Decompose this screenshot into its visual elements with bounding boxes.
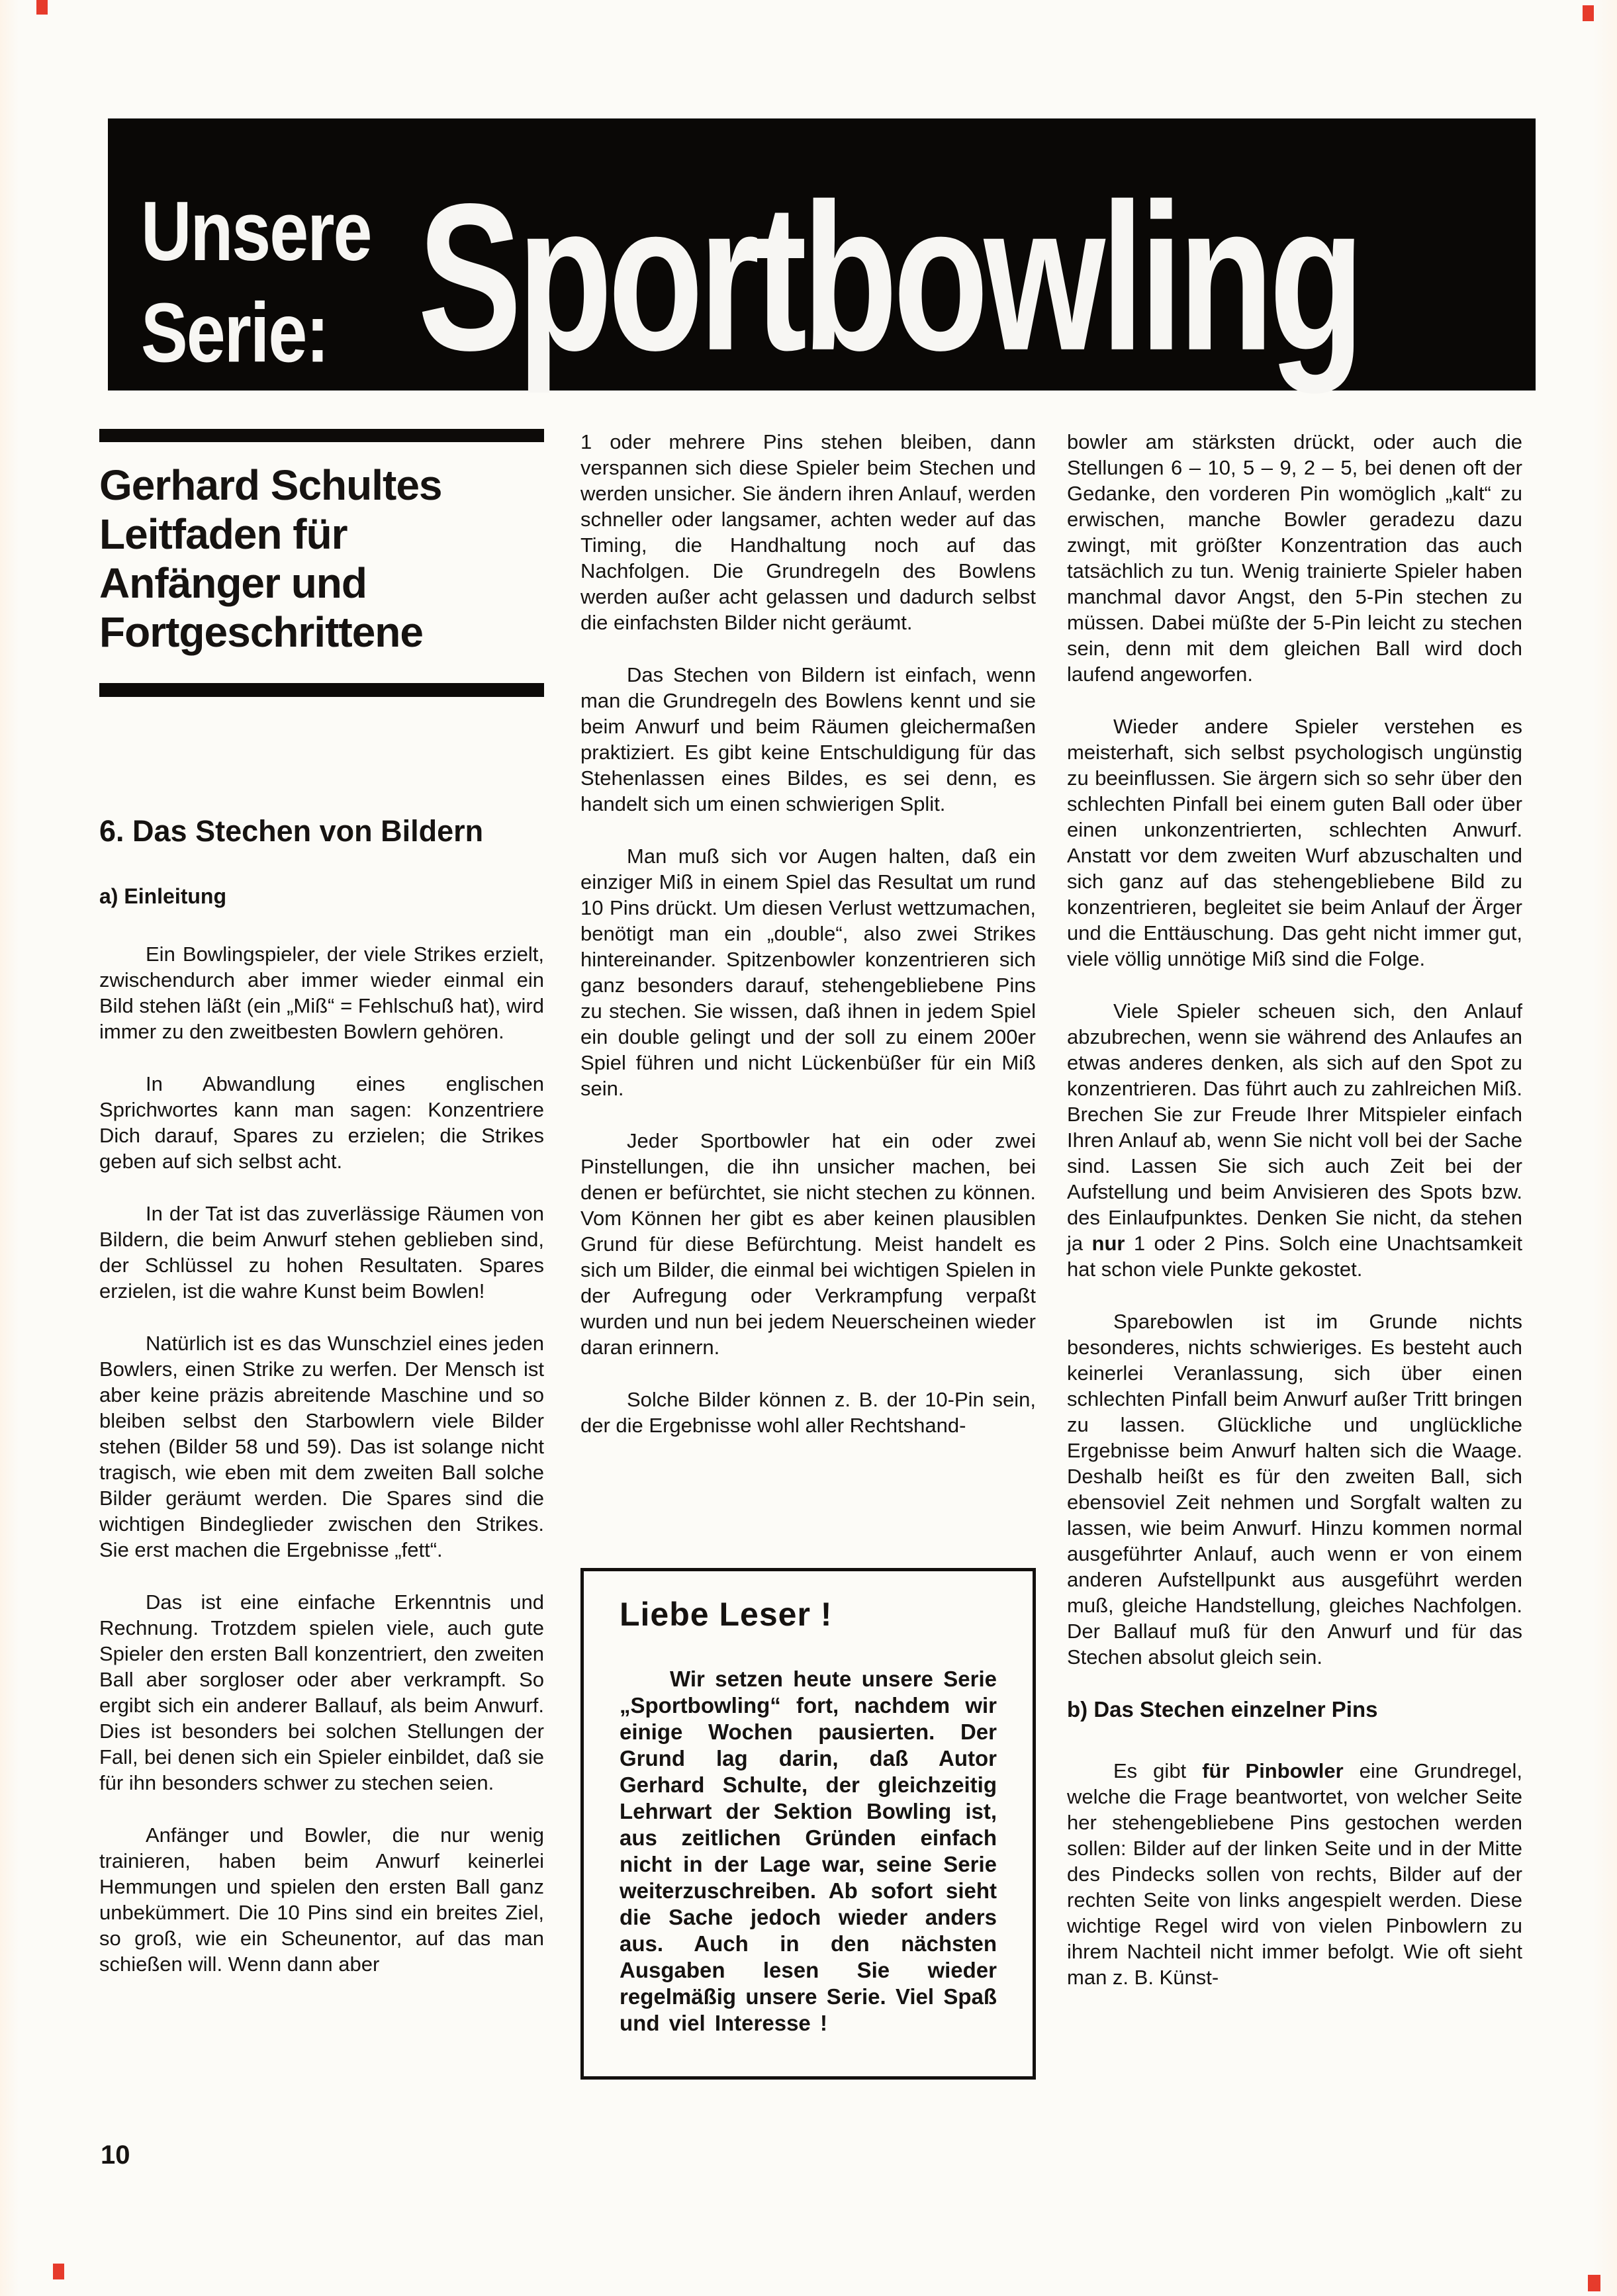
body-paragraph: 1 oder mehrere Pins stehen bleiben, dann verspannen sich diese Spieler beim Stechen und werden unsicher. Sie ändern ihren Anlauf, werden schneller oder langsamer, achten weder auf das Timing, die Handhaltung noch auf das Nachfolgen. Die Grundregeln des Bowlens werden außer acht gelassen und dadurch selbst die einfachsten Bilder nicht geräumt. — [580, 430, 1036, 634]
series-banner — [108, 118, 1536, 395]
reader-notice-box — [580, 1568, 1036, 2080]
body-paragraph — [1067, 998, 1522, 1282]
body-paragraph: Sparebowlen ist im Grunde nichts besonderes, nichts schwieriges. Es besteht auch keinerlei Veranlassung, sich über einen schlechten Pinfall beim Anwurf außer Tritt bringen zu lassen. Glückliche und unglückliche Ergebnisse beim Anwurf halten sich die Waage. Deshalb heißt es für den zweiten Ball, sich ebensoviel Zeit nehmen und Sorgfalt walten zu lassen, wie beim Anwurf. Hinzu kommen normal ausgeführter Anlauf, auch wenn er von einem anderen Aufstellpunkt aus ausgeführt werden muß, gleiche Handstellung, gleiches Nachfolgen. Der Ballauf muß für den Anwurf und für das Stechen absolut gleich sein. — [1067, 1310, 1522, 1669]
paragraph-text: Es gibt — [1113, 1759, 1203, 1782]
paragraph-text: Viele Spieler scheuen sich, den Anlauf abzubrechen, wenn sie während des Anlaufes an etwas anderes denken, als sich auf den Spot zu konzentrieren. Das führt auch zu zahlreichen Miß. Brechen Sie zur Freude Ihrer Mitspieler einfach Ihren Anlauf ab, wenn Sie nicht voll bei der Sache sind. Lassen Sie sich auch Zeit bei der Aufstellung und beim Anvisieren des Spots bzw. des Einlaufpunktes. Denken Sie nicht, da stehen ja — [1067, 999, 1522, 1255]
masthead-rule-bottom — [99, 683, 544, 697]
subsection-b-heading: b) Das Stechen einzelner Pins — [1067, 1697, 1378, 1722]
body-paragraph: Solche Bilder können z. B. der 10-Pin sein, der die Ergebnisse wohl aller Rechtshand- — [580, 1388, 1036, 1437]
body-paragraph: Das ist eine einfache Erkenntnis und Rechnung. Trotzdem spielen viele, auch gute Spieler den ersten Ball konzentriert, den zweiten Ball aber sorgloser oder aber verkrampft. So ergibt sich ein anderer Ballauf, als beim Anwurf. Dies ist besonders bei solchen Stellungen der Fall, bei denen sich ein Spieler einbildet, daß sie für ihn besonders schwer zu stechen seien. — [99, 1590, 544, 1794]
body-paragraph: In der Tat ist das zuverlässige Räumen von Bildern, die beim Anwurf stehen geblieben sind, der Schlüssel zu hohen Resultaten. Spares erzielen, ist die wahre Kunst beim Bowlen! — [99, 1202, 544, 1303]
masthead-line: Gerhard Schultes — [99, 461, 442, 509]
body-paragraph: bowler am stärksten drückt, oder auch die Stellungen 6 – 10, 5 – 9, 2 – 5, bei denen oft der Gedanke, den vorderen Pin womöglich „kalt“ zu erwischen, manche Bowler geradezu dazu zwingt, mit größter Konzentration das auch tatsächlich zu tun. Wenig trainierte Spieler haben manchmal davor Angst, den 5-Pin stechen zu müssen. Dabei müßte der 5-Pin leicht zu stechen sein, denn mit dem gleichen Ball wird doch laufend angeworfen. — [1067, 430, 1522, 686]
body-paragraph: Ein Bowlingspieler, der viele Strikes erzielt, zwischendurch aber immer wieder einmal ein Bild stehen läßt (ein „Miß“ = Fehlschuß hat), wird immer zu den zweitbesten Bowlern gehören. — [99, 942, 544, 1043]
reader-notice-body: Wir setzen heute unsere Serie „Sportbowling“ fort, nachdem wir einige Wochen pausierten. Der Grund lag darin, daß Autor Gerhard Schulte, der gleichzeitig Lehrwart der Sektion Bowling ist, aus zeitlichen Gründen einfach nicht in der Lage war, seine Serie weiterzuschreiben. Ab sofort sieht die Sache jedoch wieder anders aus. Auch in den nächsten Ausgaben lesen Sie wieder regelmäßig unsere Serie. Viel Spaß und viel Interesse ! — [620, 1667, 997, 2035]
column-right — [1067, 429, 1522, 2017]
article-masthead — [99, 461, 544, 657]
body-paragraph: Natürlich ist es das Wunschziel eines jeden Bowlers, einen Strike zu werfen. Der Mensch ist aber keine präzis abreitende Maschine und so bleiben selbst den Starbowlern viele Bilder stehen (Bilder 58 und 59). Das ist solange nicht tragisch, wie eben mit dem zweiten Ball solche Bilder geräumt werden. Die Spares sind die wichtigen Bindeglieder zwischen den Strikes. Sie erst machen die Ergebnisse „fett“. — [99, 1332, 544, 1561]
emphasized-phrase: für Pinbowler — [1202, 1759, 1344, 1782]
paragraph-text: 1 oder 2 Pins. Solch eine Unachtsamkeit hat schon viele Punkte gekostet. — [1067, 1232, 1522, 1281]
registration-mark-top-left — [36, 0, 48, 15]
page-number: 10 — [101, 2140, 130, 2170]
body-paragraph: Wieder andere Spieler verstehen es meisterhaft, sich selbst psychologisch ungünstig zu beeinflussen. Sie ärgern sich so sehr über den schlechten Pinfall bei einem guten Ball oder über einen unkonzentrierten, schlechten Anwurf. Anstatt vor dem zweiten Wurf abzuschalten und sich ganz auf das stehengebliebene Bild zu konzentrieren, begleitet sie beim Anlauf der Ärger und die Enttäuschung. Das geht nicht immer gut, viele völlig unnötige Miß sind die Folge. — [1067, 715, 1522, 970]
series-kicker-line2: Serie: — [141, 286, 328, 381]
section-heading: 6. Das Stechen von Bildern — [99, 814, 484, 848]
registration-mark-top-right — [1583, 5, 1594, 21]
masthead-rule-top — [99, 429, 544, 442]
body-paragraph — [1067, 1758, 1522, 1990]
registration-mark-bottom-right — [1588, 2275, 1600, 2291]
masthead-line: Fortgeschrittene — [99, 608, 423, 656]
body-paragraph: Anfänger und Bowler, die nur wenig trainieren, haben beim Anwurf keinerlei Hemmungen und spielen den ersten Ball ganz unbekümmert. Die 10 Pins sind ein breites Ziel, so groß, wie ein Scheunentor, auf das man schießen will. Wenn dann aber — [99, 1823, 544, 1976]
masthead-line: Anfänger und — [99, 559, 367, 607]
masthead-line: Leitfaden für — [99, 510, 347, 558]
paragraph-text: eine Grundregel, welche die Frage beantwortet, von welcher Seite her stehengebliebene Pins gestochen werden sollen: Bilder auf der linken Seite und in der Mitte des Pindecks sollen von rechts, Bilder auf der rechten Seite von links angespielt werden. Diese wichtige Regel wird von vielen Pinbowlern zu ihrem Nachteil nicht immer befolgt. Wie oft sieht man z. B. Künst- — [1067, 1759, 1522, 1989]
series-title: Sportbowling — [418, 160, 1360, 395]
column-middle — [580, 429, 1036, 2080]
emphasized-word: nur — [1091, 1232, 1125, 1255]
registration-mark-bottom-left — [53, 2264, 64, 2279]
column-left — [99, 429, 544, 2003]
series-kicker-line1: Unsere — [141, 185, 371, 279]
subsection-a-heading: a) Einleitung — [99, 884, 226, 908]
series-kicker — [141, 181, 371, 384]
reader-notice-heading: Liebe Leser ! — [620, 1596, 833, 1633]
body-paragraph: Das Stechen von Bildern ist einfach, wenn man die Grundregeln des Bowlens kennt und sie beim Anwurf und beim Räumen gleichermaßen praktiziert. Es gibt keine Entschuldigung für das Stehenlassen eines Bildes, es sei denn, es handelt sich um einen schwierigen Split. — [580, 663, 1036, 815]
body-paragraph: In Abwandlung eines englischen Sprichwortes kann man sagen: Konzentriere Dich darauf, Spares zu erzielen; die Strikes geben auf sich selbst acht. — [99, 1072, 544, 1173]
body-paragraph: Jeder Sportbowler hat ein oder zwei Pinstellungen, die ihn unsicher machen, bei denen er befürchtet, sie nicht stechen zu können. Vom Können her gibt es aber keinen plausiblen Grund für diese Befürchtung. Meist handelt es sich um Bilder, die einmal bei wichtigen Spielen in der Aufregung oder Verkrampfung verpaßt wurden und nun bei jedem Neuerscheinen wieder daran erinnern. — [580, 1129, 1036, 1359]
body-paragraph: Man muß sich vor Augen halten, daß ein einziger Miß in einem Spiel das Resultat um rund 10 Pins drückt. Um diesen Verlust wettzumachen, benötigt man ein „double“, also zwei Strikes hintereinander. Spitzenbowler konzentrieren sich ganz besonders darauf, stehengebliebene Pins zu stechen. Sie wissen, daß ihnen in jedem Spiel ein double gelingt und der soll zu einem 200er Spiel führen und nicht Lückenbüßer für ein Miß sein. — [580, 845, 1036, 1100]
